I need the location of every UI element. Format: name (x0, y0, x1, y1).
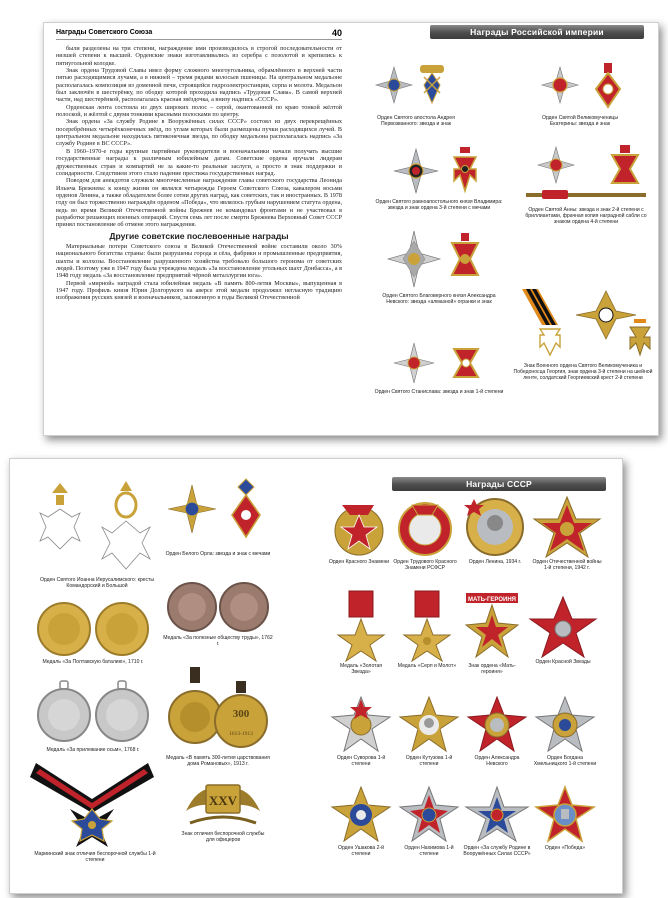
ribbon-icon (512, 285, 654, 363)
star-order-icon (530, 63, 630, 115)
order-st-george (512, 285, 654, 382)
order-victory (532, 785, 598, 852)
caption: Медаль «Золотая Звезда» (339, 663, 383, 675)
star-order-icon (328, 695, 394, 755)
medal-icon (30, 681, 156, 747)
medal-diligence (30, 681, 156, 754)
order-white-eagle (162, 477, 274, 558)
caption: Медаль «За Полтавскую баталию», 1710 г. (42, 659, 144, 665)
caption: Орден Святого Иоанна Иерусалимского: кресты Командорский и Большой (39, 577, 155, 589)
top-book-spread (43, 22, 659, 436)
badge-xxv-text: XXV (208, 793, 238, 808)
paragraph: Орденская лента состояла из двух широких полос – серой, окантованной по краю тонкой жёлтой полоской, и жёлтой с двумя тонкими красными полосками по центру. (56, 103, 342, 119)
medal-icon (462, 495, 528, 559)
mariinsky-badge (30, 759, 160, 864)
order-st-stanislaus (374, 341, 504, 396)
caption: Медаль «За прилежание осьм», 1768 г. (46, 747, 140, 753)
running-header (56, 28, 342, 40)
paragraph: были разделены на три степени, награждение ими производилось в строгой последовательности от низшей степени к высшей. Орденские знаки изготавливались из серебра с позолотой и крепились к пятиугольной колодке. (56, 45, 342, 67)
ribbon-icon (30, 759, 160, 851)
paragraph: В 1960–1970-е годы крупные партийные руководители и военачальники начали получать высшие государственные награды к различным юбилейным датам. Советские ордена вручали лидерам дружественных стран и компартий не за какие-то реальные заслуги, а просто в знак поддержки и солидарности. Следствием этого стало падение престижа государственных наград. (56, 147, 342, 177)
order-ushakov (328, 785, 394, 858)
star-order-icon (392, 495, 458, 559)
order-labour-red-banner-rsfsr (392, 495, 458, 572)
coin-300-text: 300 (232, 708, 250, 720)
order-patriotic-war (530, 495, 604, 572)
star-order-icon (528, 595, 598, 659)
caption: Орден Суворова 1-й степени (336, 755, 386, 767)
medal-gold-star (330, 589, 392, 676)
paragraph: Материальные потери Советского союза в Великой Отечественной войне составили около 30% национального богатства страны: были разрушены города и сёла, фабрики и промышленные предприятия, шахты и колхозы. Восстановление разрушенного хозяйства требовало большого героизма от советских людей. Поэтому уже в 1947 году была учреждена медаль «За восстановление угольных шахт Донбасса», а в 1948 году медаль «За восстановление предприятий чёрной металлургии юга». (56, 242, 342, 280)
star-order-icon (462, 785, 532, 845)
star-order-icon (374, 63, 458, 115)
coin-years-text: 1613-1913 (229, 731, 253, 737)
paragraph: Поводом для анекдотов служили многочисленные награждения главы советского государства Леонида Ильича Брежнева: к концу жизни он являлся четырежды Героем Советского Союза, кавалером восьми орденов Ленина, а также обладателем более сотни других наград, как советских, так и иностранных. В 1978 году он был торжественно награждён орденом «Победа», что являлось грубым нарушением статута ордена, ведь во время Великой Отечественной войны Брежнев не командовал фронтами и не участвовал в разработке решающих военных операций. Спустя семь лет после смерти Брежнева Верховный Совет СССР принял постановление об отмене этого награждения. (56, 177, 342, 229)
medal-icon (162, 665, 274, 755)
medal-icon (180, 777, 266, 831)
section-band-title-ussr: Награды СССР (392, 477, 606, 491)
caption: Орден «Победа» (544, 845, 586, 851)
order-red-star (528, 595, 598, 666)
star-order-icon (328, 785, 394, 845)
cross-order-icon (30, 479, 164, 577)
order-st-vladimir (374, 147, 504, 212)
star-order-icon (396, 785, 462, 845)
paragraph: Знак ордена Трудовой Славы имел форму сложного многоугольника, обрамлённого в верхней части пятью расходящимися лучами, а в нижней – тремя рядами колосьев пшеницы. На центральном медальоне располагалась композиция из доменной печи, строящейся гидроэлектростанции, серпа и молота. Медальон был заключён в шестерёнку, по ободку которой проходила надпись «Трудовая Слава». В самой верхней части, над шестерёнкой, располагалась красная звёздочка, а внизу надпись «СССР». (56, 67, 342, 104)
caption: Медаль «В память 300-летия царствования дома Романовых», 1913 г. (166, 755, 270, 767)
impeccable-service-badge (180, 777, 266, 844)
paragraph: Первой «мирной» наградой стала юбилейная медаль «В память 800-летия Москвы», выпущенная в 1947 году. Профиль князя Юрия Долгорукого на аверсе этой медали продолжил негласную традицию изображения русских князей и военачальников, заложенную в годы Великой Отечественной (56, 279, 342, 302)
order-st-alexander-nevsky (374, 229, 504, 306)
star-order-icon (330, 589, 392, 663)
caption: Знак ордена «Мать-героиня» (468, 663, 516, 675)
order-red-banner (328, 497, 390, 566)
medal-romanov (162, 665, 274, 768)
caption: Орден Белого Орла: звезда и знак с мечами (165, 551, 271, 557)
caption: Орден «За службу Родине в Вооружённых Силах СССР» (463, 845, 531, 857)
order-service-homeland (462, 785, 532, 858)
caption: Орден Богдана Хмельницкого 1-й степени (533, 755, 597, 767)
star-order-icon (532, 785, 598, 845)
caption: Орден Трудового Красного Знамени РСФСР (393, 559, 457, 571)
medal-icon (162, 579, 274, 635)
order-st-anna (522, 143, 650, 226)
caption: Орден Ленина, 1934 г. (468, 559, 522, 565)
section-band-title: Награды Российской империи (430, 25, 644, 39)
caption: Орден Святой Анны: звезда и знак 2-й степени с бриллиантами, фрачная копия наградной сабли со знаком ордена 4-й степени (525, 207, 647, 225)
mother-heroine-badge (460, 587, 524, 676)
star-order-icon (396, 589, 458, 663)
star-order-icon (460, 587, 524, 663)
order-alexander-nevsky-ussr (464, 695, 530, 768)
star-order-icon (522, 143, 650, 207)
ribbon-text: МАТЬ-ГЕРОИНЯ (468, 597, 516, 603)
caption: Орден Святого Станислава: звезда и знак 1-й степени (374, 389, 504, 395)
star-order-icon (374, 229, 504, 293)
order-st-catherine (530, 63, 630, 128)
medal-icon (30, 599, 156, 659)
text-column (56, 45, 342, 302)
caption: Медаль «Серп и Молот» (397, 663, 457, 669)
star-order-icon (374, 147, 504, 199)
page-number: 40 (331, 28, 342, 38)
caption: Знак Военного ордена Святого Великомученика и Победоносца Георгия, знак ордена 3-й степени на шейной ленте, солдатский Георгиевский крест 2-й степени (513, 363, 653, 381)
caption: Орден Кутузова 1-й степени (405, 755, 453, 767)
caption: Мариинский знак отличия беспорочной службы 1-й степени (34, 851, 156, 863)
medal-poltava (30, 599, 156, 666)
order-lenin (462, 495, 528, 566)
order-kutuzov (396, 695, 462, 768)
caption: Медаль «За полезные обществу труды», 1762 г. (163, 635, 273, 647)
caption: Орден Святого равноапостольного князя Владимира: звезда и знак ордена 3-й степени с мечами (375, 199, 503, 211)
star-order-icon (374, 341, 504, 389)
medal-useful-works (162, 579, 274, 648)
star-order-icon (530, 495, 604, 559)
caption: Орден Святого апостола Андрея Первозванного: звезда и знак (377, 115, 455, 127)
order-st-andrew (374, 63, 458, 128)
order-suvorov (328, 695, 394, 768)
star-order-icon (396, 695, 462, 755)
star-order-icon (532, 695, 598, 755)
caption: Орден Красной Звезды (535, 659, 591, 665)
caption: Знак отличия беспорочной службы для офицеров (181, 831, 265, 843)
star-order-icon (464, 695, 530, 755)
order-nakhimov (396, 785, 462, 858)
section-heading: Другие советские послевоенные награды (109, 230, 289, 241)
order-bogdan-khmelnitsky (532, 695, 598, 768)
caption: Орден Святой Великомученицы Екатерины: звезда и знак (542, 115, 618, 127)
star-order-icon (328, 497, 390, 559)
medal-hammer-sickle (396, 589, 458, 670)
caption: Орден Отечественной войны 1-й степени, 1942 г. (532, 559, 602, 571)
bottom-book-spread (9, 458, 623, 894)
caption: Орден Ушакова 2-й степени (337, 845, 385, 857)
caption: Орден Александра Невского (474, 755, 520, 767)
running-header-text: Награды Советского Союза (56, 29, 153, 36)
order-st-john (30, 479, 164, 590)
caption: Орден Нахимова 1-й степени (404, 845, 454, 857)
paragraph: Знак ордена «За службу Родине в Вооружённых силах СССР» состоял из двух перекрещённых посеребрённых четырёхконечных звёзд, по углам которых были размещены пучки расходящихся лучей. В центральном медальоне находилась пятиконечная звезда, по ободку медальона располагалась надпись «За службу Родине в ВС СССР». (56, 118, 342, 148)
caption: Орден Святого Благоверного князя Александра Невского: звезда «алмазной» огранки и знак (382, 293, 496, 305)
caption: Орден Красного Знамени (328, 559, 390, 565)
star-order-icon (162, 477, 274, 551)
